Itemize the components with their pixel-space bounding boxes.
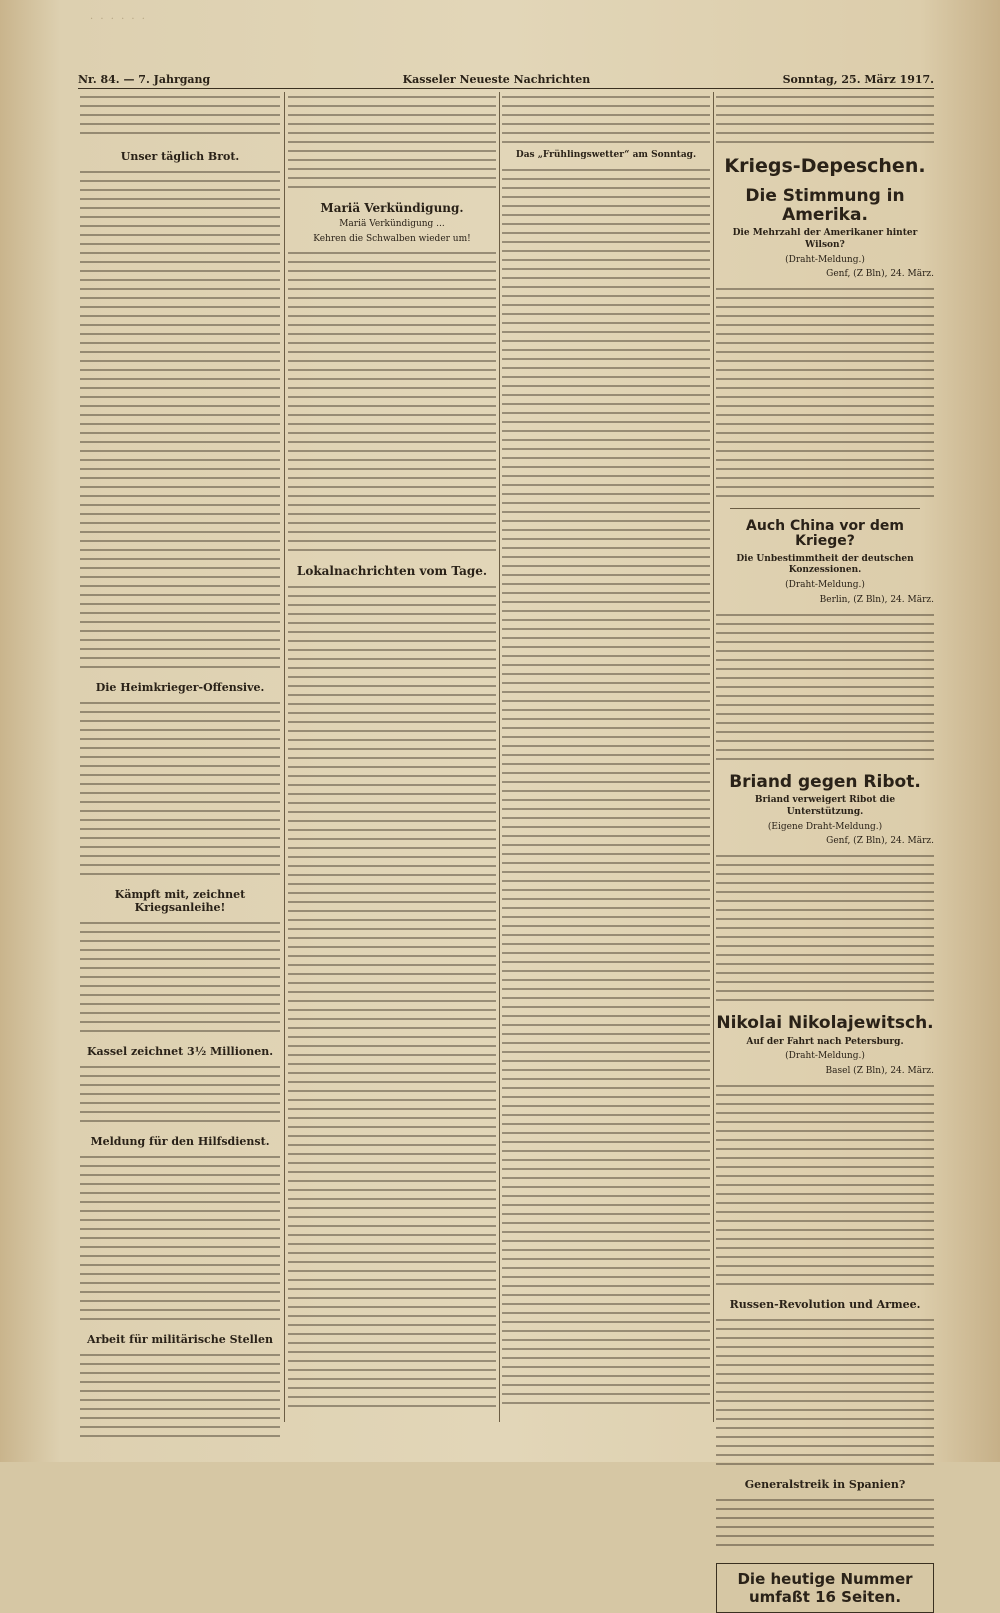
article-heading: Kämpft mit, zeichnet Kriegsanleihe! [114,888,246,914]
page-header [78,70,934,88]
article-text [288,582,496,1410]
article-text [80,167,280,671]
article-heading: Arbeit für militärische Stellen [87,1333,273,1346]
section-heading: Kriegs-Depeschen. [724,155,926,177]
article-text [288,248,496,554]
article-source: (Draht-Meldung.) [785,580,865,591]
article-text [80,92,280,140]
article-subheading: Die Unbestimmtheit der deutschen Konzessionen. [736,553,914,576]
issue-number: Nr. 84. — 7. Jahrgang [78,72,211,86]
article-heading: Kassel zeichnet 3½ Millionen. [86,1045,274,1058]
article-text [502,92,710,146]
article-source: (Eigene Draht-Meldung.) [767,821,883,832]
column-3 [502,92,710,1422]
article-heading: Auch China vor dem Kriege? [746,518,904,550]
column-1 [80,92,280,1422]
article-heading: Meldung für den Hilfsdienst. [90,1135,270,1148]
article-source: (Draht-Meldung.) [785,254,865,265]
article-heading: Generalstreik in Spanien? [744,1477,906,1491]
article-source: (Draht-Meldung.) [785,1051,865,1062]
article-heading: Nikolai Nikolajewitsch. [716,1012,934,1033]
article-subheading: Kehren die Schwalben wieder um! [313,233,471,244]
article-heading: Die Heimkrieger-Offensive. [95,681,265,694]
article-subheading: Mariä Verkündigung ... [339,219,445,229]
article-text [716,1081,934,1288]
page-count-notice: Die heutige Nummer umfaßt 16 Seiten. [716,1563,934,1613]
newspaper-name: Kasseler Neueste Nachrichten [402,72,591,86]
article-subheading: Auf der Fahrt nach Petersburg. [746,1036,904,1047]
article-text [716,1495,934,1549]
article-text [502,165,710,1407]
article-text [80,918,280,1035]
article-dateline: Berlin, (Z Bln), 24. März. [819,594,934,605]
column-divider [499,92,500,1422]
article-heading: Die Stimmung in Amerika. [745,185,905,225]
column-2 [288,92,496,1422]
article-heading: Briand gegen Ribot. [729,771,921,792]
article-subheading: Die Mehrzahl der Amerikaner hinter Wilson? [732,228,918,250]
section-heading: Lokalnachrichten vom Tage. [296,564,488,579]
article-heading: Unser täglich Brot. [120,150,240,163]
column-4 [716,92,934,1606]
column-divider [713,92,714,1422]
article-text [80,1152,280,1323]
header-rule [78,88,934,89]
article-text [80,1350,280,1440]
article-dateline: Genf, (Z Bln), 24. März. [826,269,934,280]
article-separator [730,508,920,509]
article-text [288,92,496,191]
article-text [80,698,280,878]
article-heading: Mariä Verkündigung. [320,201,464,215]
article-dateline: Genf, (Z Bln), 24. März. [826,836,934,847]
issue-date: Sonntag, 25. März 1917. [782,72,934,86]
article-heading: Das „Frühlingswetter“ am Sonntag. [515,150,697,160]
bleed-through-text: · · · · · · [90,14,147,25]
article-dateline: Basel (Z Bln), 24. März. [825,1066,934,1077]
article-text [716,610,934,763]
column-divider [284,92,285,1422]
article-text [716,92,934,146]
article-heading: Russen-Revolution und Armee. [729,1297,921,1311]
article-text [80,1062,280,1125]
article-text [716,851,934,1004]
article-subheading: Briand verweigert Ribot die Unterstützung. [754,795,896,817]
article-text [716,284,934,500]
article-text [716,1315,934,1468]
